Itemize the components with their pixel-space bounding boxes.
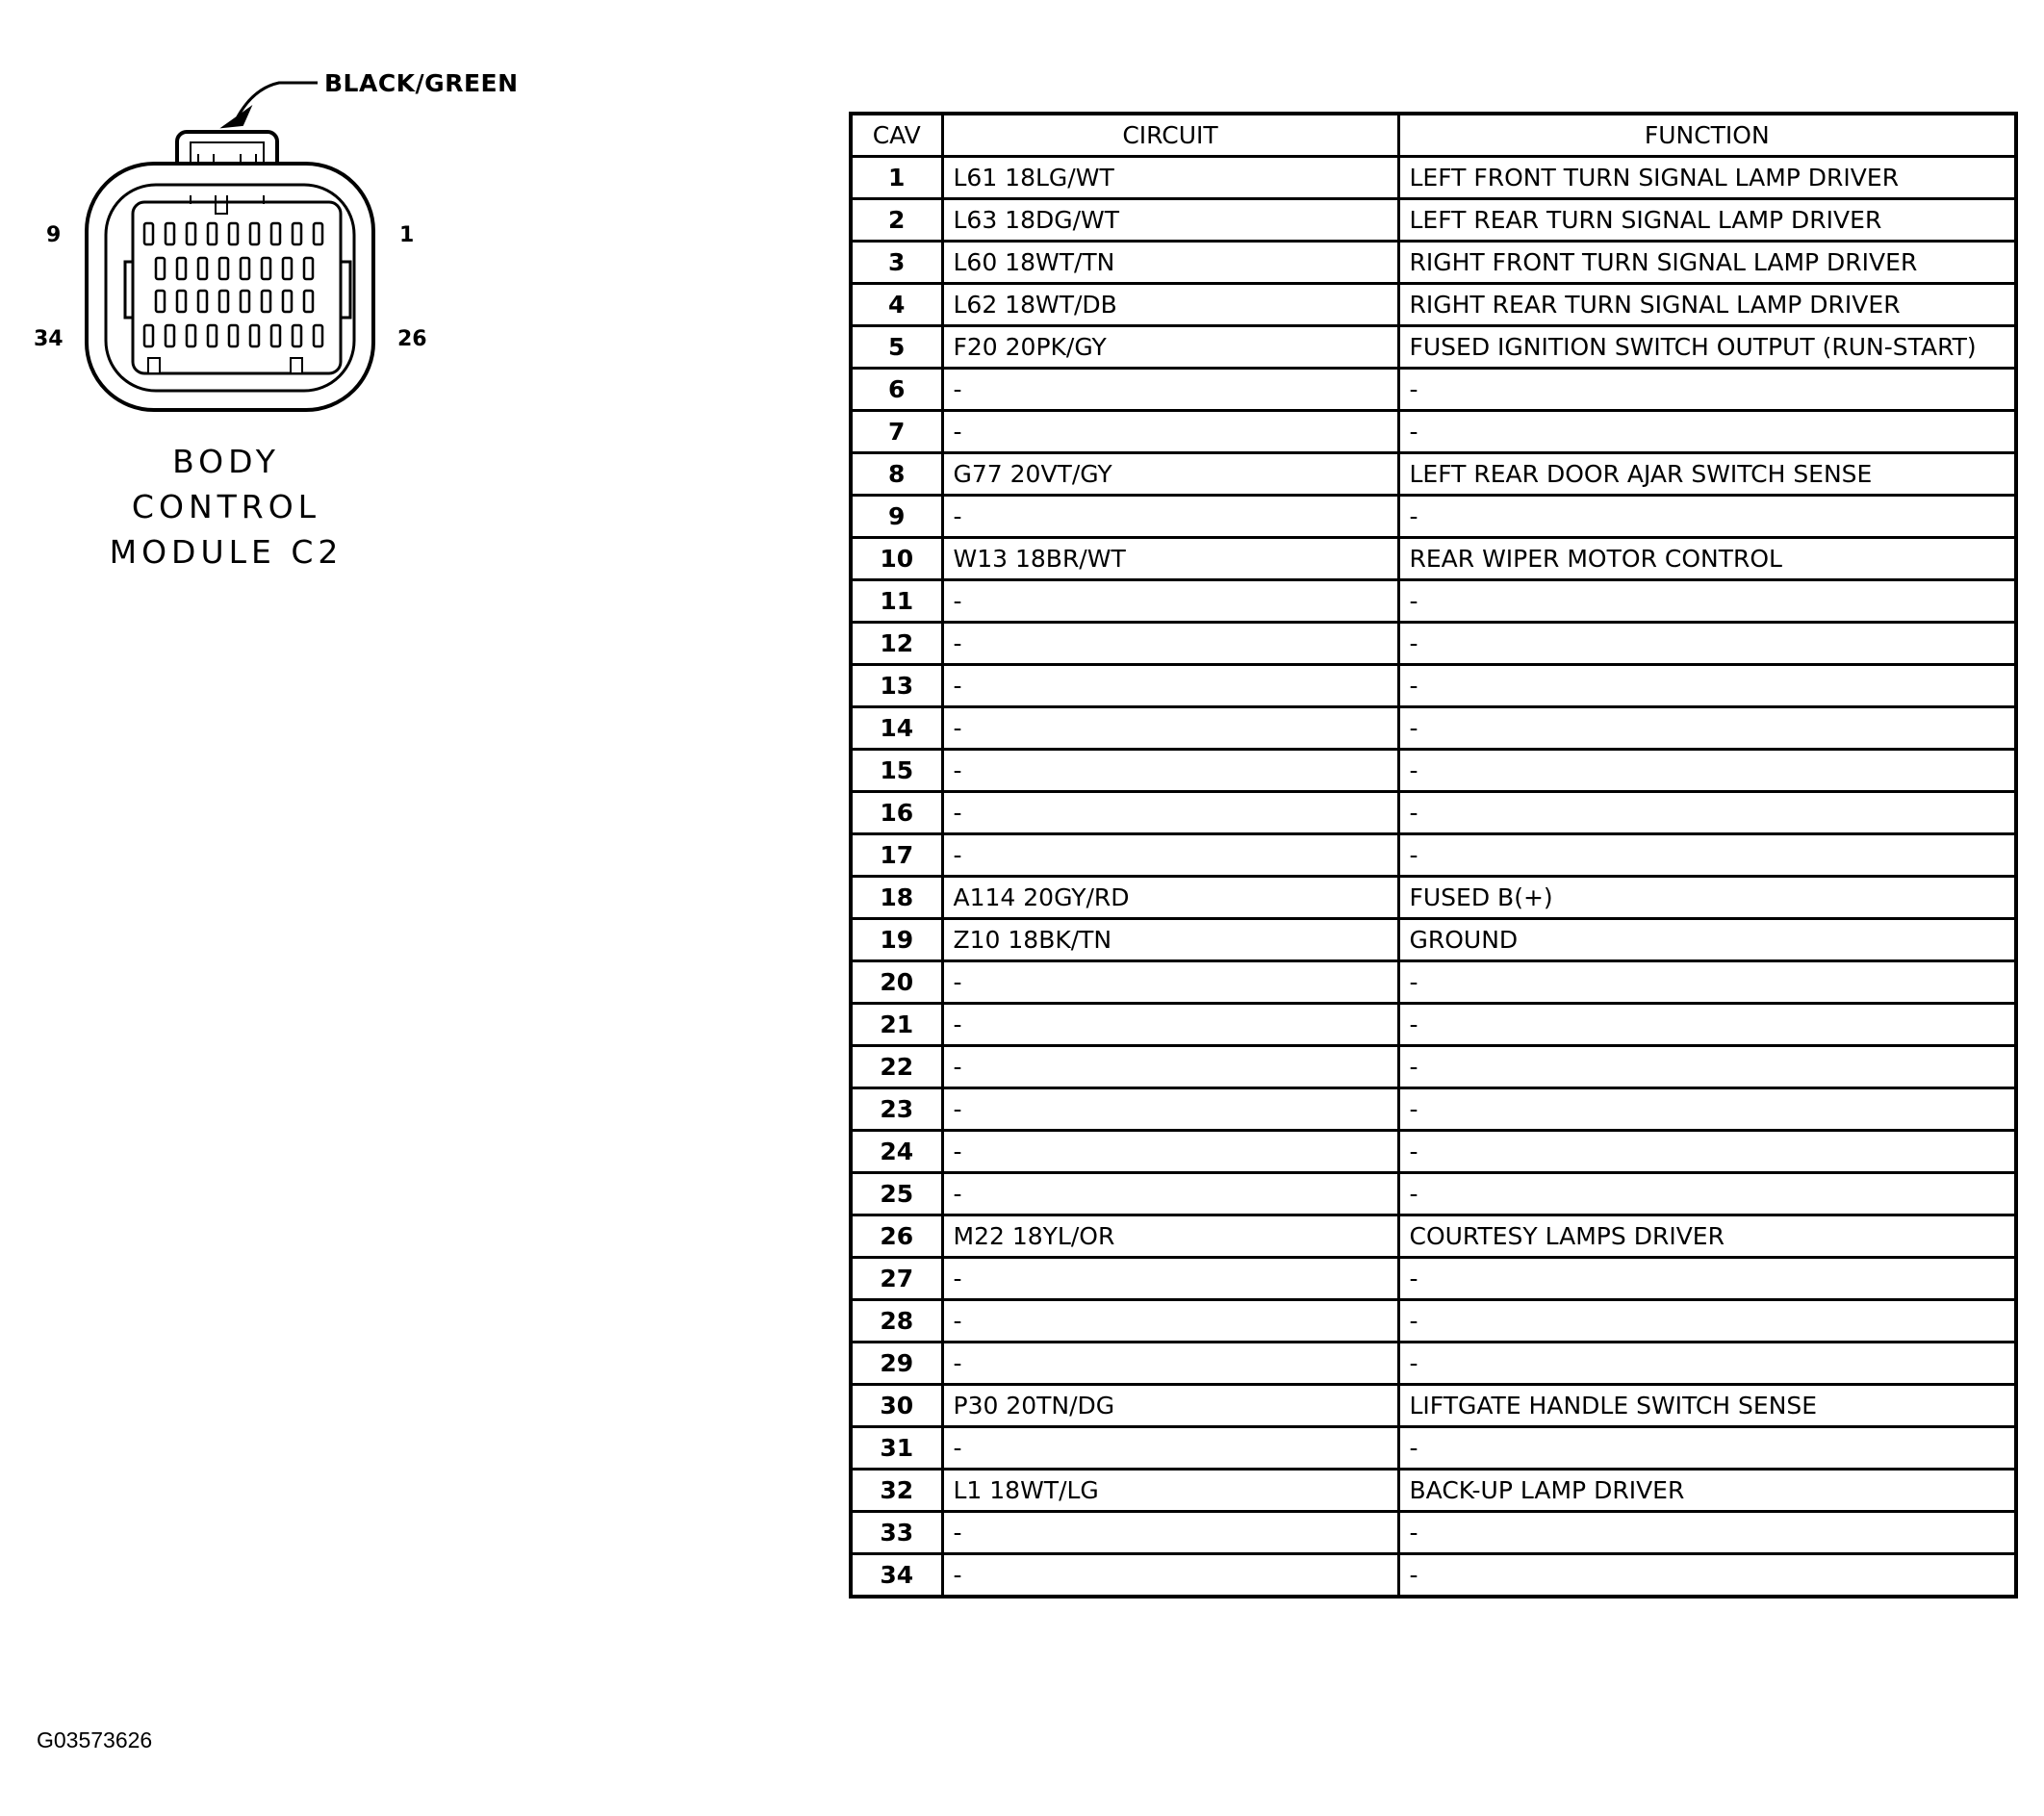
circuit-cell: L60 18WT/TN xyxy=(942,242,1398,284)
table-row xyxy=(851,877,2016,919)
terminal-cavity xyxy=(304,258,313,279)
circuit-cell: F20 20PK/GY xyxy=(942,326,1398,369)
cav-cell: 7 xyxy=(851,411,942,453)
table-row xyxy=(851,792,2016,834)
function-cell: - xyxy=(1398,1512,2016,1554)
pin-label-34: 34 xyxy=(34,327,64,351)
function-cell: FUSED B(+) xyxy=(1398,877,2016,919)
terminal-cavity xyxy=(271,325,280,346)
cav-cell: 23 xyxy=(851,1088,942,1131)
table-header-row xyxy=(851,114,2016,157)
table-row xyxy=(851,453,2016,496)
circuit-cell: - xyxy=(942,792,1398,834)
function-cell: LIFTGATE HANDLE SWITCH SENSE xyxy=(1398,1385,2016,1427)
function-cell: - xyxy=(1398,1004,2016,1046)
wire-color-label: BLACK/GREEN xyxy=(324,69,519,97)
function-cell: RIGHT REAR TURN SIGNAL LAMP DRIVER xyxy=(1398,284,2016,326)
terminal-cavity xyxy=(293,223,301,244)
circuit-cell: - xyxy=(942,1004,1398,1046)
circuit-cell: - xyxy=(942,1131,1398,1173)
function-cell: - xyxy=(1398,707,2016,750)
function-cell: - xyxy=(1398,623,2016,665)
cav-cell: 10 xyxy=(851,538,942,580)
cav-cell: 33 xyxy=(851,1512,942,1554)
cav-cell: 9 xyxy=(851,496,942,538)
table-row xyxy=(851,369,2016,411)
cav-cell: 13 xyxy=(851,665,942,707)
table-row xyxy=(851,919,2016,961)
cav-cell: 28 xyxy=(851,1300,942,1343)
table-row xyxy=(851,242,2016,284)
cav-cell: 24 xyxy=(851,1131,942,1173)
function-cell: LEFT REAR DOOR AJAR SWITCH SENSE xyxy=(1398,453,2016,496)
table-row xyxy=(851,665,2016,707)
table-row xyxy=(851,1470,2016,1512)
terminal-cavity xyxy=(283,291,292,312)
terminal-cavity xyxy=(208,325,217,346)
circuit-cell: - xyxy=(942,580,1398,623)
table-row xyxy=(851,750,2016,792)
table-row xyxy=(851,1343,2016,1385)
terminal-cavity xyxy=(250,223,259,244)
table-row xyxy=(851,1554,2016,1598)
circuit-cell: - xyxy=(942,1258,1398,1300)
terminal-cavity xyxy=(219,291,228,312)
circuit-cell: - xyxy=(942,707,1398,750)
circuit-cell: L62 18WT/DB xyxy=(942,284,1398,326)
table-row xyxy=(851,1215,2016,1258)
terminal-cavity xyxy=(314,325,322,346)
circuit-cell: W13 18BR/WT xyxy=(942,538,1398,580)
table-row xyxy=(851,1173,2016,1215)
table-row xyxy=(851,1088,2016,1131)
cav-cell: 4 xyxy=(851,284,942,326)
table-row xyxy=(851,1427,2016,1470)
terminal-cavity xyxy=(166,223,174,244)
terminal-cavity xyxy=(166,325,174,346)
cav-cell: 16 xyxy=(851,792,942,834)
table-row xyxy=(851,496,2016,538)
circuit-cell: - xyxy=(942,623,1398,665)
table-row xyxy=(851,199,2016,242)
header-circuit: CIRCUIT xyxy=(942,114,1398,157)
circuit-cell: L61 18LG/WT xyxy=(942,157,1398,199)
function-cell: - xyxy=(1398,1088,2016,1131)
terminal-cavity xyxy=(229,325,238,346)
cav-cell: 22 xyxy=(851,1046,942,1088)
function-cell: - xyxy=(1398,665,2016,707)
connector-title xyxy=(87,439,366,575)
circuit-cell: L63 18DG/WT xyxy=(942,199,1398,242)
circuit-cell: - xyxy=(942,1343,1398,1385)
cav-cell: 3 xyxy=(851,242,942,284)
cav-cell: 34 xyxy=(851,1554,942,1598)
function-cell: - xyxy=(1398,961,2016,1004)
table-row xyxy=(851,157,2016,199)
cav-cell: 6 xyxy=(851,369,942,411)
table-row xyxy=(851,1512,2016,1554)
terminal-cavity xyxy=(198,291,207,312)
terminal-cavity xyxy=(208,223,217,244)
cav-cell: 2 xyxy=(851,199,942,242)
cav-cell: 27 xyxy=(851,1258,942,1300)
circuit-cell: - xyxy=(942,665,1398,707)
table-row xyxy=(851,284,2016,326)
circuit-cell: - xyxy=(942,1088,1398,1131)
terminal-cavity xyxy=(187,223,195,244)
connector-title-line-1: BODY xyxy=(172,443,280,480)
cav-cell: 30 xyxy=(851,1385,942,1427)
terminal-cavity xyxy=(283,258,292,279)
table-row xyxy=(851,1385,2016,1427)
circuit-cell: - xyxy=(942,1554,1398,1598)
terminal-cavity xyxy=(250,325,259,346)
terminal-cavity xyxy=(262,258,270,279)
terminal-cavity xyxy=(304,291,313,312)
cav-cell: 29 xyxy=(851,1343,942,1385)
circuit-cell: - xyxy=(942,961,1398,1004)
circuit-cell: G77 20VT/GY xyxy=(942,453,1398,496)
cav-cell: 12 xyxy=(851,623,942,665)
terminal-cavity xyxy=(187,325,195,346)
terminal-cavity xyxy=(144,325,153,346)
function-cell: - xyxy=(1398,1131,2016,1173)
function-cell: LEFT FRONT TURN SIGNAL LAMP DRIVER xyxy=(1398,157,2016,199)
function-cell: - xyxy=(1398,750,2016,792)
wire-leader-arrowhead xyxy=(223,108,250,127)
function-cell: - xyxy=(1398,411,2016,453)
function-cell: BACK-UP LAMP DRIVER xyxy=(1398,1470,2016,1512)
terminal-cavity xyxy=(241,291,249,312)
connector-bottom-tab-right xyxy=(291,358,302,373)
connector-title-line-2: CONTROL xyxy=(131,488,321,525)
table-row xyxy=(851,580,2016,623)
function-cell: - xyxy=(1398,834,2016,877)
table-row xyxy=(851,834,2016,877)
circuit-cell: - xyxy=(942,369,1398,411)
function-cell: - xyxy=(1398,1173,2016,1215)
function-cell: GROUND xyxy=(1398,919,2016,961)
circuit-cell: - xyxy=(942,1427,1398,1470)
table-row xyxy=(851,961,2016,1004)
terminal-cavity xyxy=(241,258,249,279)
header-function: FUNCTION xyxy=(1398,114,2016,157)
circuit-cell: A114 20GY/RD xyxy=(942,877,1398,919)
cav-cell: 1 xyxy=(851,157,942,199)
circuit-cell: - xyxy=(942,834,1398,877)
pin-label-1: 1 xyxy=(399,223,415,247)
pin-label-26: 26 xyxy=(397,327,427,351)
connector-bottom-tab-left xyxy=(148,358,160,373)
table-row xyxy=(851,326,2016,369)
cav-cell: 20 xyxy=(851,961,942,1004)
terminal-cavity xyxy=(144,223,153,244)
circuit-cell: - xyxy=(942,1300,1398,1343)
table-row xyxy=(851,1258,2016,1300)
circuit-cell: - xyxy=(942,1046,1398,1088)
circuit-cell: P30 20TN/DG xyxy=(942,1385,1398,1427)
cav-cell: 14 xyxy=(851,707,942,750)
terminal-cavity xyxy=(229,223,238,244)
function-cell: - xyxy=(1398,496,2016,538)
function-cell: FUSED IGNITION SWITCH OUTPUT (RUN-START) xyxy=(1398,326,2016,369)
cav-cell: 31 xyxy=(851,1427,942,1470)
terminal-cavity xyxy=(198,258,207,279)
function-cell: - xyxy=(1398,1258,2016,1300)
cav-cell: 8 xyxy=(851,453,942,496)
function-cell: - xyxy=(1398,792,2016,834)
terminal-cavity xyxy=(177,258,186,279)
table-row xyxy=(851,411,2016,453)
function-cell: RIGHT FRONT TURN SIGNAL LAMP DRIVER xyxy=(1398,242,2016,284)
cav-cell: 17 xyxy=(851,834,942,877)
table-row xyxy=(851,1004,2016,1046)
function-cell: LEFT REAR TURN SIGNAL LAMP DRIVER xyxy=(1398,199,2016,242)
function-cell: - xyxy=(1398,1554,2016,1598)
function-cell: REAR WIPER MOTOR CONTROL xyxy=(1398,538,2016,580)
circuit-cell: - xyxy=(942,496,1398,538)
circuit-cell: - xyxy=(942,1512,1398,1554)
table-row xyxy=(851,1131,2016,1173)
terminal-cavity xyxy=(177,291,186,312)
cav-cell: 11 xyxy=(851,580,942,623)
terminal-cavity xyxy=(293,325,301,346)
terminal-cavity xyxy=(156,258,165,279)
circuit-cell: - xyxy=(942,1173,1398,1215)
pin-label-9: 9 xyxy=(46,223,62,247)
header-cav: CAV xyxy=(851,114,942,157)
terminal-cavity xyxy=(271,223,280,244)
cav-cell: 19 xyxy=(851,919,942,961)
connector-title-line-3: MODULE C2 xyxy=(109,533,344,571)
figure-id: G03573626 xyxy=(37,1727,153,1752)
table-row xyxy=(851,1300,2016,1343)
table-row xyxy=(851,538,2016,580)
cav-cell: 26 xyxy=(851,1215,942,1258)
pinout-table xyxy=(849,112,2018,1599)
table-row xyxy=(851,623,2016,665)
circuit-cell: M22 18YL/OR xyxy=(942,1215,1398,1258)
pinout-table-body xyxy=(851,157,2016,1598)
cav-cell: 32 xyxy=(851,1470,942,1512)
cav-cell: 21 xyxy=(851,1004,942,1046)
terminal-cavity xyxy=(219,258,228,279)
table-row xyxy=(851,1046,2016,1088)
terminal-cavity xyxy=(156,291,165,312)
circuit-cell: L1 18WT/LG xyxy=(942,1470,1398,1512)
circuit-cell: - xyxy=(942,750,1398,792)
cav-cell: 18 xyxy=(851,877,942,919)
cav-cell: 25 xyxy=(851,1173,942,1215)
terminal-cavity xyxy=(262,291,270,312)
function-cell: - xyxy=(1398,1300,2016,1343)
function-cell: - xyxy=(1398,1427,2016,1470)
terminal-cavity xyxy=(314,223,322,244)
function-cell: - xyxy=(1398,369,2016,411)
circuit-cell: Z10 18BK/TN xyxy=(942,919,1398,961)
cav-cell: 5 xyxy=(851,326,942,369)
function-cell: - xyxy=(1398,1343,2016,1385)
function-cell: - xyxy=(1398,1046,2016,1088)
function-cell: COURTESY LAMPS DRIVER xyxy=(1398,1215,2016,1258)
function-cell: - xyxy=(1398,580,2016,623)
table-row xyxy=(851,707,2016,750)
circuit-cell: - xyxy=(942,411,1398,453)
cav-cell: 15 xyxy=(851,750,942,792)
